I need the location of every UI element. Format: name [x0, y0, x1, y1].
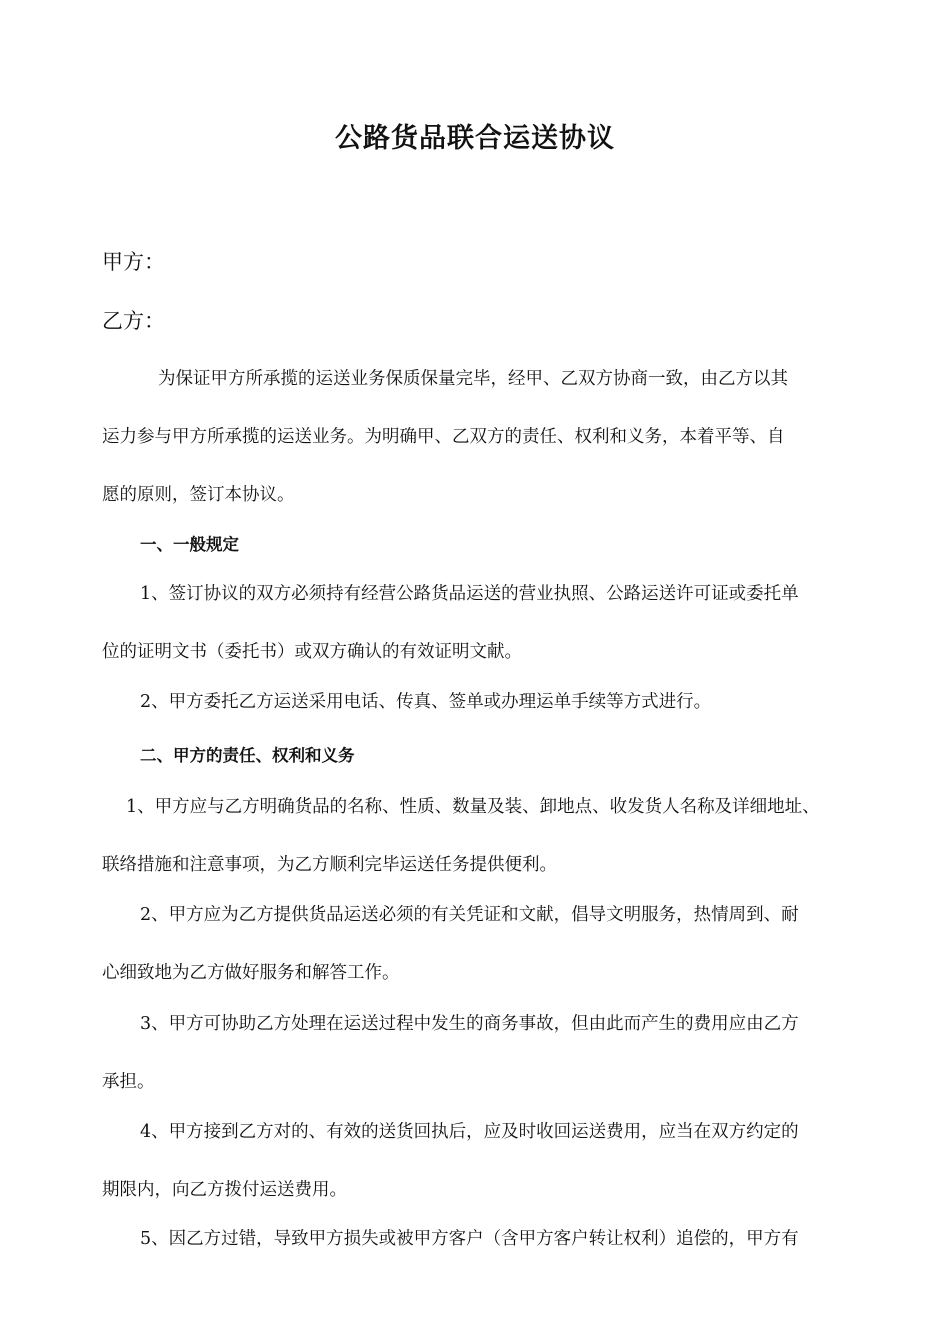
clause-2-5-line-1: 5、因乙方过错，导致甲方损失或被甲方客户（含甲方客户转让权利）追偿的，甲方有	[140, 1229, 799, 1249]
clause-1-1-line-2: 位的证明文书（委托书）或双方确认的有效证明文献。	[102, 642, 522, 662]
intro-line-1: 为保证甲方所承揽的运送业务保质保量完毕，经甲、乙双方协商一致，由乙方以其	[158, 369, 788, 389]
clause-2-4-line-2: 期限内，向乙方拨付运送费用。	[102, 1180, 347, 1200]
intro-line-3: 愿的原则，签订本协议。	[102, 485, 295, 505]
document-title: 公路货品联合运送协议	[335, 123, 615, 154]
clause-2-3-line-1: 3、甲方可协助乙方处理在运送过程中发生的商务事故，但由此而产生的费用应由乙方	[140, 1014, 799, 1034]
party-a-label: 甲方：	[102, 250, 165, 274]
clause-2-4-line-1: 4、甲方接到乙方对的、有效的送货回执后，应及时收回运送费用，应当在双方约定的	[140, 1122, 799, 1142]
clause-1-1-line-1: 1、签订协议的双方必须持有经营公路货品运送的营业执照、公路运送许可证或委托单	[140, 584, 799, 604]
clause-2-2-line-2: 心细致地为乙方做好服务和解答工作。	[102, 963, 400, 983]
section-heading-party-a: 二、甲方的责任、权利和义务	[140, 746, 355, 765]
intro-line-2: 运力参与甲方所承揽的运送业务。为明确甲、乙双方的责任、权利和义务，本着平等、自	[102, 427, 785, 447]
clause-2-2-line-1: 2、甲方应为乙方提供货品运送必须的有关凭证和文献，倡导文明服务，热情周到、耐	[140, 905, 799, 925]
clause-1-2: 2、甲方委托乙方运送采用电话、传真、签单或办理运单手续等方式进行。	[140, 692, 712, 712]
section-heading-general: 一、一般规定	[140, 535, 239, 554]
clause-2-3-line-2: 承担。	[102, 1072, 155, 1092]
party-b-label: 乙方：	[102, 309, 165, 333]
clause-2-1-line-1: 1、甲方应与乙方明确货品的名称、性质、数量及装、卸地点、收发货人名称及详细地址、	[126, 797, 820, 817]
clause-2-1-line-2: 联络措施和注意事项，为乙方顺利完毕运送任务提供便利。	[102, 855, 557, 875]
